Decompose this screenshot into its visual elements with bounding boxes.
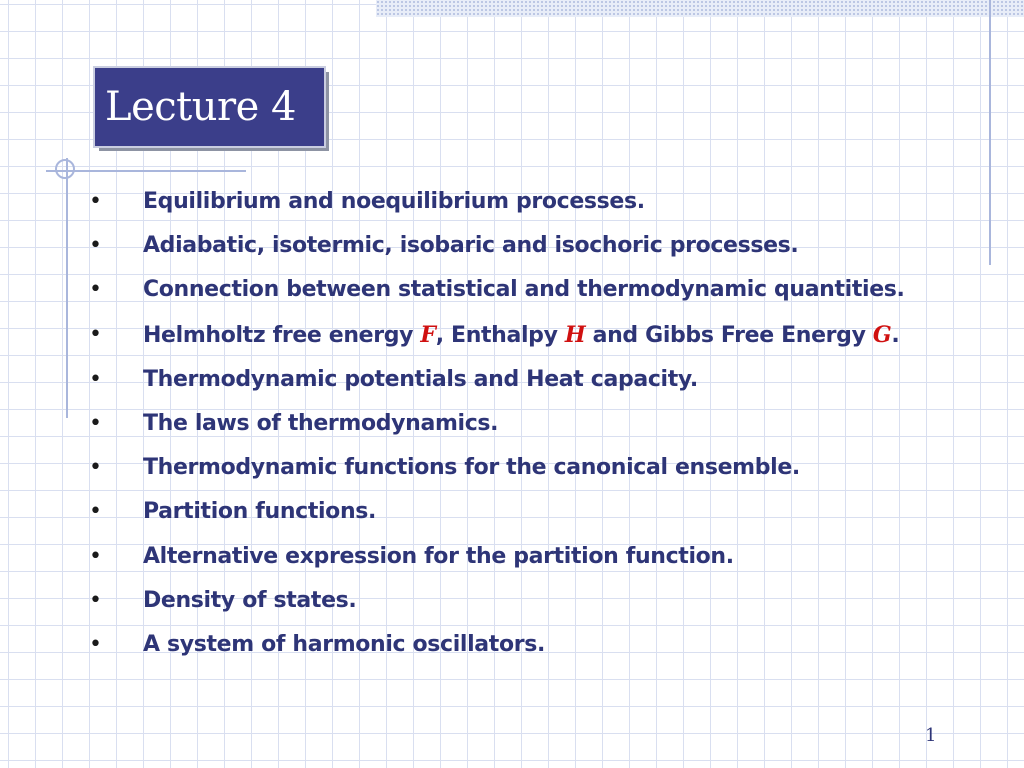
bullet-text: Connection between statistical and thermodynamic quantities.: [143, 277, 905, 303]
decorative-circle-mark: [55, 159, 75, 179]
bullet-text: The laws of thermodynamics.: [143, 410, 499, 436]
bullet-list: [86, 188, 990, 675]
symbol-f: F: [420, 321, 436, 348]
bullet-item: [86, 410, 990, 438]
title-box: [93, 66, 326, 148]
bullet-marker: •: [89, 277, 102, 303]
bullet-marker: •: [89, 587, 102, 613]
bullet-text-segment: and Gibbs Free Energy: [585, 322, 873, 348]
bullet-item: [86, 543, 990, 571]
decorative-horizontal-line: [46, 170, 246, 172]
bullet-item: [86, 232, 990, 260]
slide-title: Lecture 4: [105, 84, 296, 130]
bullet-text-segment: .: [891, 322, 900, 348]
bullet-marker: •: [89, 189, 102, 214]
bullet-item: [86, 276, 990, 304]
bullet-text-segment: Helmholtz free energy: [143, 322, 421, 348]
bullet-text-segment: , Enthalpy: [435, 322, 565, 348]
symbol-h: H: [564, 321, 586, 348]
decorative-vertical-line-left: [66, 158, 68, 418]
bullet-text: Thermodynamic potentials and Heat capacity.: [143, 366, 698, 392]
bullet-item: [86, 631, 990, 659]
bullet-marker: •: [89, 233, 102, 259]
bullet-marker: •: [89, 321, 102, 347]
bullet-item: [86, 587, 990, 615]
bullet-text: Adiabatic, isotermic, isobaric and isochoric processes.: [143, 233, 799, 259]
bullet-marker: •: [89, 499, 102, 525]
page-number: 1: [925, 725, 937, 746]
bullet-text: Thermodynamic functions for the canonical ensemble.: [143, 455, 800, 481]
bullet-marker: •: [89, 631, 102, 657]
bullet-text: Density of states.: [143, 587, 357, 613]
bullet-text: Alternative expression for the partition function.: [143, 543, 734, 569]
bullet-marker: •: [89, 455, 102, 481]
bullet-text: Partition functions.: [143, 499, 377, 525]
bullet-item: [86, 321, 990, 350]
bullet-text: A system of harmonic oscillators.: [143, 631, 545, 657]
bullet-marker: •: [89, 366, 102, 392]
symbol-g: G: [872, 321, 892, 348]
bullet-text-free-energies: [143, 321, 990, 350]
bullet-marker: •: [89, 543, 102, 569]
bullet-item: [86, 188, 990, 216]
decorative-top-band: [376, 0, 1024, 17]
bullet-marker: •: [89, 410, 102, 436]
bullet-text: Equilibrium and noequilibrium processes.: [143, 189, 645, 214]
bullet-item: [86, 366, 990, 394]
bullet-item: [86, 498, 990, 526]
bullet-item: [86, 454, 990, 482]
